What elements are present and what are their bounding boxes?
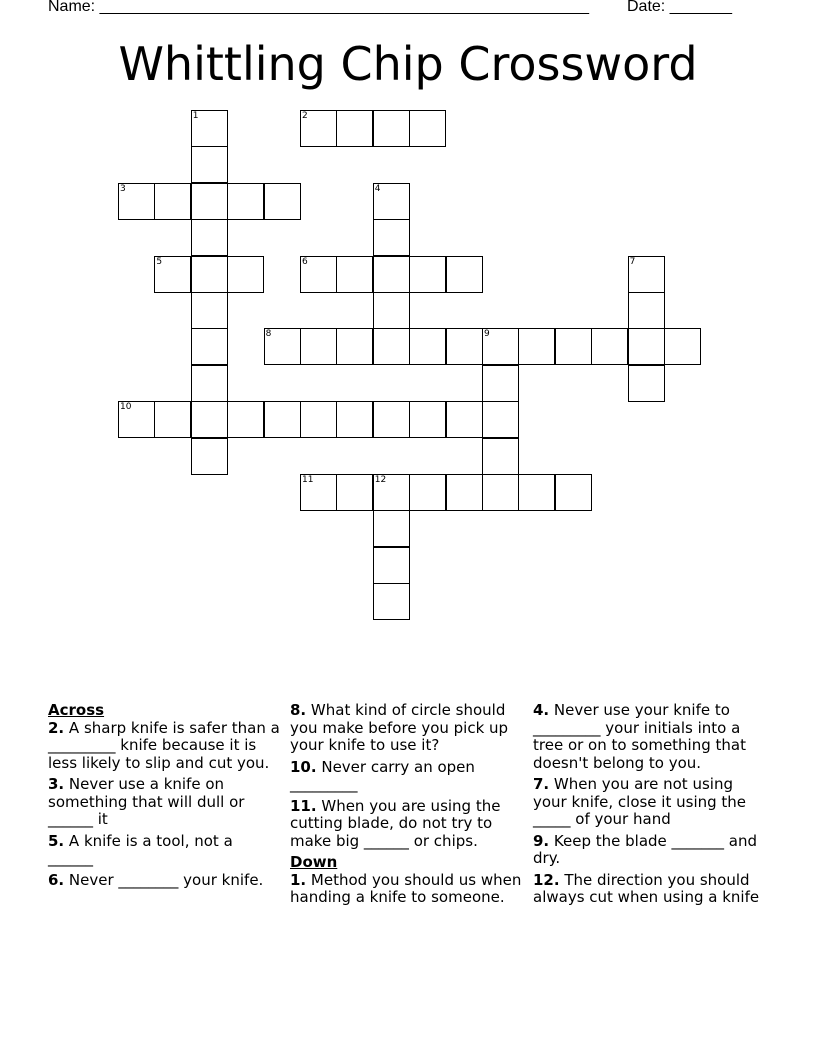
cell-number: 12: [374, 475, 387, 485]
grid-cell[interactable]: [191, 183, 228, 220]
grid-cell[interactable]: [373, 256, 410, 293]
grid-cell[interactable]: [446, 401, 483, 438]
cell-number: 9: [484, 329, 490, 340]
clue-column-2: [290, 702, 522, 911]
grid-cell[interactable]: [446, 256, 483, 293]
grid-cell[interactable]: [191, 146, 228, 183]
grid-cell[interactable]: [191, 438, 228, 475]
grid-cell[interactable]: [154, 401, 191, 438]
grid-cell[interactable]: [373, 292, 410, 329]
grid-cell[interactable]: [300, 474, 337, 511]
grid-cell[interactable]: [264, 401, 301, 438]
grid-cell[interactable]: [227, 401, 264, 438]
clue-down-9: 9. Keep the blade _______ and dry.: [533, 831, 758, 867]
grid-cell[interactable]: [300, 256, 337, 293]
across-heading: Across: [48, 701, 105, 719]
grid-cell[interactable]: [373, 110, 410, 147]
cell-number: 1: [192, 111, 199, 121]
grid-cell[interactable]: [482, 401, 519, 438]
grid-cell[interactable]: [628, 256, 665, 293]
grid-cell[interactable]: [191, 328, 228, 365]
grid-cell[interactable]: [373, 183, 410, 220]
grid-cell[interactable]: [409, 474, 446, 511]
cell-number: 10: [120, 402, 132, 413]
grid-cell[interactable]: [591, 328, 628, 365]
clue-across-2: 2. A sharp knife is safer than a _________ knife because it is less likely to slip and cut you.: [48, 718, 280, 772]
grid-cell[interactable]: [482, 474, 519, 511]
grid-cell[interactable]: [518, 328, 555, 365]
grid-cell[interactable]: [373, 401, 410, 438]
grid-cell[interactable]: [191, 219, 228, 256]
down-heading: Down: [290, 853, 338, 871]
grid-cell[interactable]: [446, 328, 483, 365]
grid-cell[interactable]: [482, 438, 519, 475]
page-title: Whittling Chip Crossword: [118, 37, 698, 91]
cell-number: 5: [156, 256, 163, 267]
date-field[interactable]: Date: _______: [627, 0, 732, 15]
grid-cell[interactable]: [300, 328, 337, 365]
grid-cell[interactable]: [664, 328, 701, 365]
cell-number: 4: [374, 183, 381, 194]
grid-cell[interactable]: [118, 183, 155, 220]
grid-cell[interactable]: [336, 256, 373, 293]
grid-cell[interactable]: [373, 328, 410, 365]
grid-cell[interactable]: [118, 401, 155, 438]
grid-cell[interactable]: [227, 183, 264, 220]
clue-across-8: 8. What kind of circle should you make before you pick up your knife to use it?: [290, 701, 509, 754]
grid-cell[interactable]: [555, 328, 592, 365]
grid-cell[interactable]: [154, 183, 191, 220]
grid-cell[interactable]: [336, 110, 373, 147]
grid-cell[interactable]: [264, 183, 301, 220]
grid-cell[interactable]: [446, 474, 483, 511]
grid-cell[interactable]: [191, 401, 228, 438]
grid-cell[interactable]: [628, 365, 665, 402]
cell-number: 3: [120, 183, 126, 194]
grid-cell[interactable]: [336, 328, 373, 365]
grid-cell[interactable]: [300, 401, 337, 438]
grid-cell[interactable]: [555, 474, 592, 511]
grid-cell[interactable]: [264, 328, 301, 365]
grid-cell[interactable]: [191, 292, 228, 329]
grid-cell[interactable]: [154, 256, 191, 293]
clue-across-5: 5. A knife is a tool, not a ______: [48, 831, 233, 867]
clue-column-1: [48, 702, 280, 893]
grid-cell[interactable]: [373, 474, 410, 511]
clue-down-12: 12. The direction you should always cut when using a knife: [533, 870, 760, 906]
cell-number: 8: [265, 329, 272, 340]
cell-number: 6: [302, 256, 308, 267]
grid-cell[interactable]: [373, 219, 410, 256]
clue-down-7: 7. When you are not using your knife, close it using the _____ of your hand: [533, 775, 747, 828]
cell-number: 7: [629, 256, 636, 267]
grid-cell[interactable]: [227, 256, 264, 293]
name-field[interactable]: Name: _______________________________________________________: [48, 0, 589, 15]
grid-cell[interactable]: [191, 256, 228, 293]
cell-number: 2: [302, 111, 308, 121]
grid-cell[interactable]: [409, 256, 446, 293]
cell-number: 11: [302, 475, 314, 485]
grid-cell[interactable]: [336, 474, 373, 511]
clue-column-3: [533, 702, 765, 911]
clue-down-4: 4. Never use your knife to _________ your initials into a tree or on to something that doesn't belong to you.: [533, 701, 746, 772]
grid-cell[interactable]: [191, 110, 228, 147]
grid-cell[interactable]: [409, 401, 446, 438]
clue-across-3: 3. Never use a knife on something that will dull or ______ it: [48, 775, 245, 828]
grid-cell[interactable]: [482, 328, 519, 365]
clue-across-10: 10. Never carry an open _________: [290, 757, 475, 793]
clue-down-1: 1. Method you should us when handing a knife to someone.: [290, 870, 522, 906]
grid-cell[interactable]: [482, 365, 519, 402]
grid-cell[interactable]: [409, 328, 446, 365]
grid-cell[interactable]: [373, 510, 410, 547]
grid-cell[interactable]: [300, 110, 337, 147]
grid-cell[interactable]: [191, 365, 228, 402]
clue-across-6: 6. Never ________ your knife.: [48, 870, 264, 889]
grid-cell[interactable]: [373, 583, 410, 620]
grid-cell[interactable]: [628, 292, 665, 329]
grid-cell[interactable]: [373, 547, 410, 584]
grid-cell[interactable]: [336, 401, 373, 438]
grid-cell[interactable]: [518, 474, 555, 511]
grid-cell[interactable]: [628, 328, 665, 365]
clue-across-11: 11. When you are using the cutting blade, do not try to make big ______ or chips.: [290, 796, 501, 850]
grid-cell[interactable]: [409, 110, 446, 147]
